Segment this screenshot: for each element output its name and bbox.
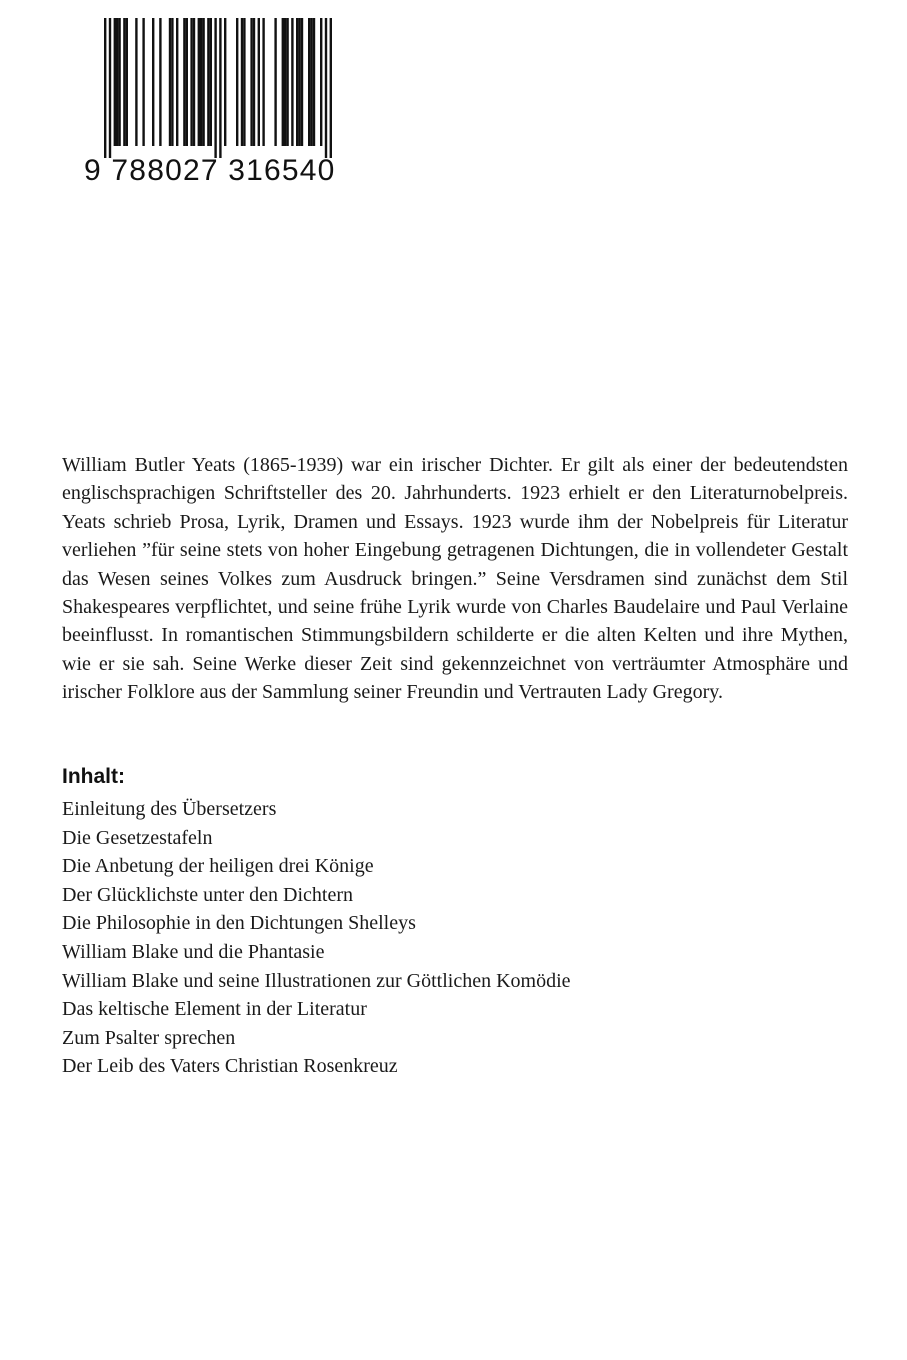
barcode-bar <box>152 18 154 146</box>
barcode-bar <box>308 18 310 146</box>
barcode-bar <box>169 18 171 146</box>
table-of-contents <box>62 763 848 1081</box>
barcode-bar <box>301 18 303 146</box>
barcode-bar <box>214 18 216 158</box>
contents-heading: Inhalt: <box>62 765 125 788</box>
barcode-bar <box>135 18 137 146</box>
barcode-bar <box>186 18 188 146</box>
barcode-bar <box>109 18 111 158</box>
barcode-bar <box>176 18 178 146</box>
contents-item: Zum Psalter sprechen <box>62 1026 236 1049</box>
contents-item: Einleitung des Übersetzers <box>62 798 277 820</box>
barcode-bar <box>310 18 312 146</box>
barcode-bar <box>258 18 260 146</box>
barcode-bar <box>126 18 128 146</box>
barcode-bar <box>298 18 300 146</box>
barcode-bar <box>123 18 125 146</box>
barcode-bar <box>330 18 332 158</box>
barcode-bar <box>116 18 118 146</box>
barcode-bar <box>241 18 243 146</box>
isbn-barcode <box>84 18 344 187</box>
contents-item: Die Gesetzestafeln <box>62 826 213 849</box>
barcode-bar <box>325 18 327 158</box>
barcode-bar <box>202 18 204 146</box>
book-description: William Butler Yeats (1865-1939) war ein irischer Dichter. Er gilt als einer der bedeutendsten englischsprachigen Schriftsteller des 20. Jahrhunderts. 1923 erhielt er den Literaturnobelpreis. Yeats schrieb Prosa, Lyrik, Dramen und Essays. 1923 wurde ihm der Nobelpreis für Literatur verliehen ”für seine stets von hoher Eingebung getragenen Dichtungen, die in vollendeter Gestalt das Wesen seines Volkes zum Ausdruck bringen.” Seine Versdramen sind zunächst dem Stil Shakespeares verpflichtet, und seine frühe Lyrik wurde von Charles Baudelaire und Paul Verlaine beeinflusst. In romantischen Stimmungsbildern schilderte er die alten Kelten und ihre Mythen, wie er sie sah. Seine Werke dieser Zeit sind gekennzeichnet von verträumter Atmosphäre und irischer Folklore aus der Sammlung seiner Freundin und Vertrauten Lady Gregory. <box>62 454 848 704</box>
barcode-digits: 9 788027 316540 <box>84 154 336 187</box>
barcode-bar <box>274 18 276 146</box>
contents-item: William Blake und die Phantasie <box>62 940 325 963</box>
barcode-bar <box>224 18 226 146</box>
barcode-bar <box>243 18 245 146</box>
barcode-bar <box>250 18 252 146</box>
contents-item: Das keltische Element in der Literatur <box>62 998 367 1021</box>
barcode-bar <box>282 18 284 146</box>
barcode-bar <box>104 18 106 158</box>
contents-item: Der Leib des Vaters Christian Rosenkreuz <box>62 1055 398 1078</box>
barcode-bar <box>114 18 116 146</box>
barcode-bar <box>207 18 209 146</box>
barcode-bar <box>198 18 200 146</box>
barcode-bar <box>253 18 255 146</box>
contents-list <box>62 795 848 1081</box>
contents-item: Die Philosophie in den Dichtungen Shelleys <box>62 912 416 935</box>
contents-item: Der Glücklichste unter den Dichtern <box>62 883 354 906</box>
contents-item: William Blake und seine Illustrationen zur Göttlichen Komödie <box>62 969 571 992</box>
barcode-bar <box>210 18 212 146</box>
barcode-bar <box>183 18 185 146</box>
barcode-bar <box>262 18 264 146</box>
barcode-bar <box>142 18 144 146</box>
barcode-bar <box>236 18 238 146</box>
barcode-bar <box>171 18 173 146</box>
contents-item: Die Anbetung der heiligen drei Könige <box>62 855 374 878</box>
barcode-bar <box>296 18 298 146</box>
barcode-bar <box>286 18 288 146</box>
barcode-bar <box>320 18 322 146</box>
barcode-bar <box>118 18 120 146</box>
barcode-bar <box>313 18 315 146</box>
barcode-bar <box>291 18 293 146</box>
barcode-bar <box>159 18 161 146</box>
barcode-bar <box>200 18 202 146</box>
barcode-bar <box>284 18 286 146</box>
barcode-bar <box>193 18 195 146</box>
barcode-bar <box>219 18 221 158</box>
barcode-bar <box>190 18 192 146</box>
